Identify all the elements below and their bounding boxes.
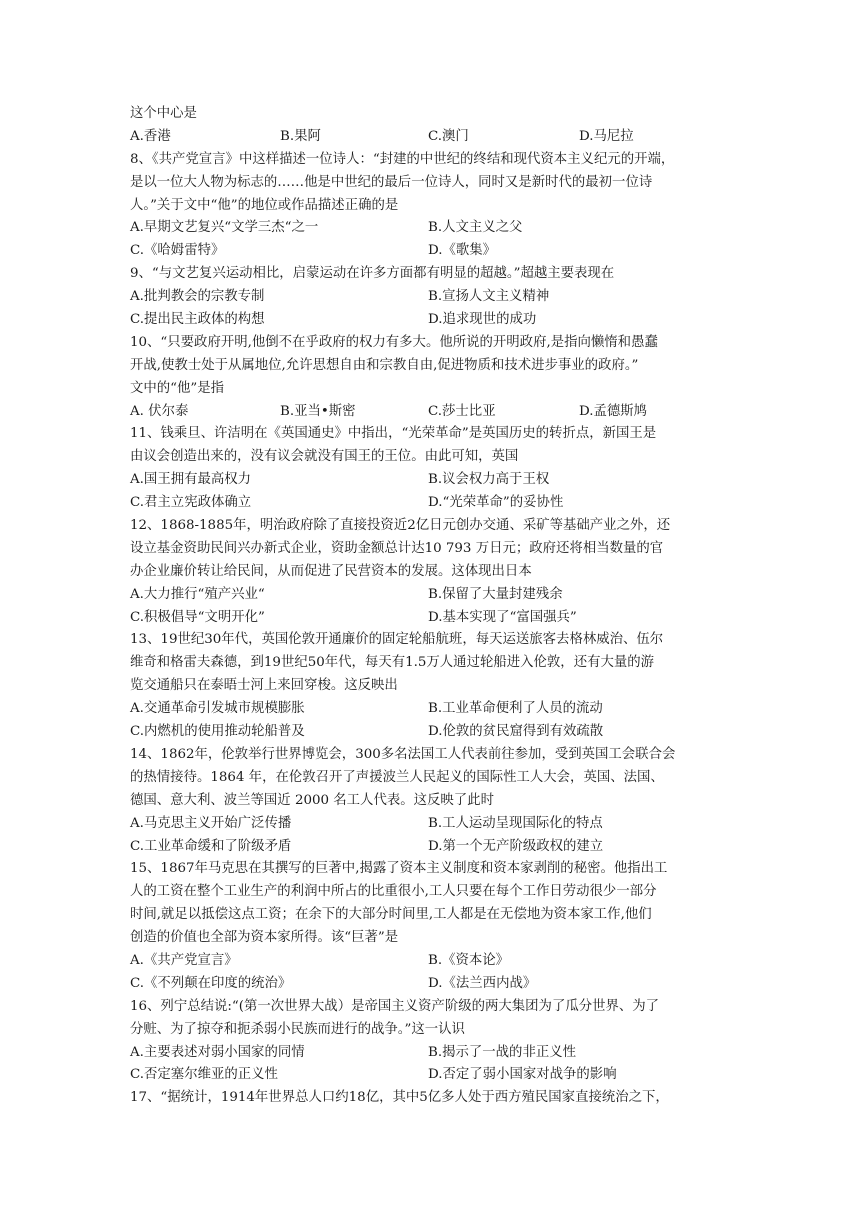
option-c: C.积极倡导“文明开化” — [130, 609, 265, 625]
question-11-options-row-1 — [130, 469, 734, 492]
option-c: C.澳门 — [428, 128, 469, 144]
question-9-options-row-2 — [130, 309, 734, 332]
question-10-options — [130, 401, 734, 424]
question-12-line: 12、1868-1885年，明治政府除了直接投资近2亿日元创办交通、采矿等基础产业之外，还 — [130, 518, 671, 534]
question-15-line: 时间,就足以抵偿这点工资；在余下的大部分时间里,工人都是在无偿地为资本家工作,他们 — [130, 907, 652, 923]
option-d: D.《法兰西内战》 — [428, 975, 537, 991]
option-d: D.基本实现了“富国强兵” — [428, 609, 577, 625]
question-13-line: 维奇和格雷夫森德，到19世纪50年代，每天有1.5万人通过轮船进入伦敦，还有大量的游 — [130, 655, 655, 671]
option-a: A.交通革命引发城市规模膨胀 — [130, 701, 305, 717]
question-13-options-row-1 — [130, 698, 734, 721]
option-a: A.马克思主义开始广泛传播 — [130, 815, 292, 831]
option-c: C.《不列颠在印度的统治》 — [130, 975, 292, 991]
question-10-line: 文中的“他”是指 — [130, 380, 225, 396]
option-b: B.工业革命便利了人员的流动 — [428, 701, 603, 717]
option-b: B.人文主义之父 — [428, 220, 523, 236]
question-13-line: 览交通船只在泰晤士河上来回穿梭。这反映出 — [130, 678, 398, 694]
question-11-options-row-2 — [130, 492, 734, 515]
question-14-options-row-2 — [130, 836, 734, 859]
option-b: B.宣扬人文主义精神 — [428, 289, 550, 305]
question-14-options-row-1 — [130, 813, 734, 836]
option-b: B.工人运动呈现国际化的特点 — [428, 815, 603, 831]
option-b: B.保留了大量封建残余 — [428, 586, 563, 602]
question-15-line: 15、1867年马克思在其撰写的巨著中,揭露了资本主义制度和资本家剥削的秘密。他指出工 — [130, 861, 668, 877]
option-b: B.亚当•斯密 — [280, 403, 356, 419]
option-a: A.国王拥有最高权力 — [130, 472, 252, 488]
option-a: A.《共产党宣言》 — [130, 952, 238, 968]
option-d: D.“光荣革命”的妥协性 — [428, 495, 564, 511]
option-a: A.批判教会的宗教专制 — [130, 289, 265, 305]
option-c: C.君主立宪政体确立 — [130, 495, 252, 511]
option-d: D.追求现世的成功 — [428, 312, 537, 328]
question-16-line: 16、列宁总结说:“(第一次世界大战）是帝国主义资产阶级的两大集团为了瓜分世界、为了 — [130, 998, 660, 1014]
question-10-line: 开战,使教士处于从属地位,允许思想自由和宗教自由,促进物质和技术进步事业的政府。” — [130, 357, 639, 373]
option-a: A.主要表述对弱小国家的同情 — [130, 1044, 305, 1060]
question-10-line: 10、“只要政府开明,他倒不在乎政府的权力有多大。他所说的开明政府,是指向懒惰和愚蠢 — [130, 334, 658, 350]
question-13-line: 13、19世纪30年代，英国伦敦开通廉价的固定轮船航班，每天运送旅客去格林威治、伍尔 — [130, 632, 664, 648]
question-12-line: 设立基金资助民间兴办新式企业，资助金额总计达10 793 万日元；政府还将相当数量的官 — [130, 540, 664, 556]
question-16-options-row-1 — [130, 1042, 734, 1065]
question-15-options-row-1 — [130, 950, 734, 973]
question-12-options-row-2 — [130, 607, 734, 630]
question-14-line: 德国、意大利、波兰等国近 2000 名工人代表。这反映了此时 — [130, 792, 494, 808]
question-15-options-row-2 — [130, 973, 734, 996]
exam-page — [130, 103, 734, 1110]
option-c: C.提出民主政体的构想 — [130, 312, 265, 328]
question-9-line: 9、“与文艺复兴运动相比，启蒙运动在许多方面都有明显的超越。”超越主要表现在 — [130, 266, 615, 282]
question-14-line: 的热情接待。1864 年，在伦敦召开了声援波兰人民起义的国际性工人大会，英国、法国、 — [130, 769, 664, 785]
question-8-options-row-1 — [130, 217, 734, 240]
option-d: D.孟德斯鸠 — [579, 403, 648, 419]
option-a: A. 伏尔泰 — [130, 403, 189, 419]
option-c: C.莎士比亚 — [428, 403, 496, 419]
option-c: C.工业革命缓和了阶级矛盾 — [130, 838, 292, 854]
option-d: D.伦敦的贫民窟得到有效疏散 — [428, 724, 604, 740]
question-14-line: 14、1862年，伦敦举行世界博览会，300多名法国工人代表前往参加，受到英国工会联合会 — [130, 746, 676, 762]
question-7-text: 这个中心是 — [130, 106, 197, 121]
option-d: D.马尼拉 — [579, 128, 634, 144]
option-d: D.《歌集》 — [428, 243, 497, 259]
question-16-options-row-2 — [130, 1064, 734, 1087]
question-8-line: 是以一位大人物为标志的……他是中世纪的最后一位诗人，同时又是新时代的最初一位诗 — [130, 174, 653, 190]
question-7-options — [130, 126, 734, 149]
question-8-line: 人。”关于文中“他”的地位或作品描述正确的是 — [130, 197, 399, 213]
option-c: C.《哈姆雷特》 — [130, 243, 225, 259]
option-b: B.揭示了一战的非正义性 — [428, 1044, 577, 1060]
option-b: B.议会权力高于王权 — [428, 472, 550, 488]
question-17-line: 17、“据统计，1914年世界总人口约18亿，其中5亿多人处于西方殖民国家直接统治之下， — [130, 1090, 669, 1106]
question-15-line: 创造的价值也全部为资本家所得。该“巨著”是 — [130, 930, 399, 946]
question-16-line: 分赃、为了掠夺和扼杀弱小民族而进行的战争。”这一认识 — [130, 1021, 465, 1037]
question-15-line: 人的工资在整个工业生产的利润中所占的比重很小,工人只要在每个工作日劳动很少一部分 — [130, 884, 657, 900]
question-8-options-row-2 — [130, 240, 734, 263]
question-13-options-row-2 — [130, 721, 734, 744]
question-11-line: 11、钱乘旦、许洁明在《英国通史》中指出，“光荣革命”是英国历史的转折点，新国王是 — [130, 426, 657, 442]
option-a: A.大力推行“殖产兴业“ — [130, 586, 265, 602]
question-9-options-row-1 — [130, 286, 734, 309]
option-b: B.果阿 — [280, 128, 321, 144]
option-d: D.否定了弱小国家对战争的影响 — [428, 1067, 617, 1083]
question-11-line: 由议会创造出来的，没有议会就没有国王的王位。由此可知，英国 — [130, 449, 519, 465]
option-b: B.《资本论》 — [428, 952, 510, 968]
option-a: A.早期文艺复兴“文学三杰“之一 — [130, 220, 319, 236]
option-d: D.第一个无产阶级政权的建立 — [428, 838, 604, 854]
question-12-line: 办企业廉价转让给民间，从而促进了民营资本的发展。这体现出日本 — [130, 563, 532, 579]
option-c: C.否定塞尔维亚的正义性 — [130, 1067, 278, 1083]
option-c: C.内燃机的使用推动轮船普及 — [130, 724, 305, 740]
question-8-line: 8、《共产党宣言》中这样描述一位诗人：“封建的中世纪的终结和现代资本主义纪元的开端， — [130, 151, 675, 167]
question-12-options-row-1 — [130, 584, 734, 607]
option-a: A.香港 — [130, 128, 171, 144]
